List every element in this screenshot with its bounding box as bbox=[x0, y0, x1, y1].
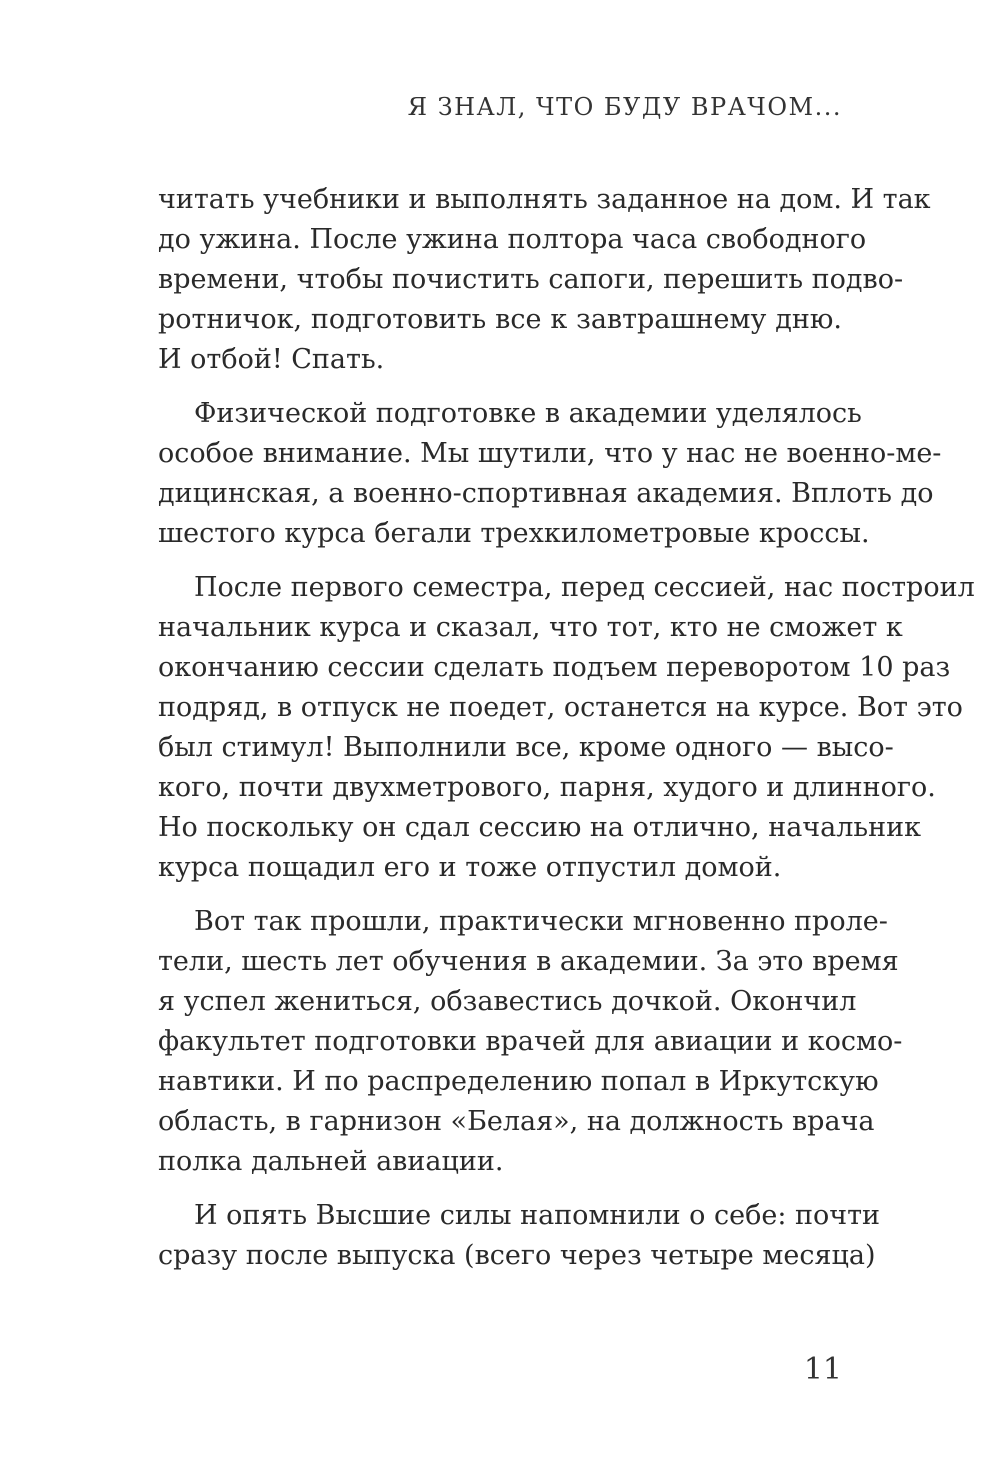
text-line: Но поскольку он сдал сессию на отлично, начальник bbox=[158, 812, 921, 843]
paragraph bbox=[158, 902, 903, 1182]
text-line: сразу после выпуска (всего через четыре месяца) bbox=[158, 1240, 876, 1271]
text-line: После первого семестра, перед сессией, нас построил bbox=[194, 572, 975, 603]
text-line: область, в гарнизон «Белая», на должность врача bbox=[158, 1106, 875, 1137]
page-body-text bbox=[158, 180, 975, 1290]
text-line: кого, почти двухметрового, парня, худого и длинного. bbox=[158, 772, 936, 803]
text-line: начальник курса и сказал, что тот, кто не сможет к bbox=[158, 612, 903, 643]
text-line: И отбой! Спать. bbox=[158, 344, 385, 375]
text-line: факультет подготовки врачей для авиации и космо- bbox=[158, 1026, 903, 1057]
text-line: шестого курса бегали трехкилометровые кроссы. bbox=[158, 518, 870, 549]
text-line: я успел жениться, обзавестись дочкой. Окончил bbox=[158, 986, 857, 1017]
paragraph bbox=[158, 568, 975, 888]
text-line: времени, чтобы почистить сапоги, перешить подво- bbox=[158, 264, 904, 295]
text-line: особое внимание. Мы шутили, что у нас не военно-ме- bbox=[158, 438, 942, 469]
page-number: 11 bbox=[803, 1352, 842, 1387]
text-line: И опять Высшие силы напомнили о себе: почти bbox=[194, 1200, 881, 1231]
paragraph bbox=[158, 1196, 881, 1276]
paragraph bbox=[158, 180, 931, 380]
text-line: ротничок, подготовить все к завтрашнему дню. bbox=[158, 304, 842, 335]
text-line: до ужина. После ужина полтора часа свободного bbox=[158, 224, 867, 255]
text-line: был стимул! Выполнили все, кроме одного — высо- bbox=[158, 732, 894, 763]
text-line: тели, шесть лет обучения в академии. За это время bbox=[158, 946, 899, 977]
text-line: навтики. И по распределению попал в Иркутскую bbox=[158, 1066, 879, 1097]
paragraph bbox=[158, 394, 942, 554]
text-line: дицинская, а военно-спортивная академия. Вплоть до bbox=[158, 478, 934, 509]
text-line: полка дальней авиации. bbox=[158, 1146, 504, 1177]
text-line: Физической подготовке в академии уделялось bbox=[194, 398, 862, 429]
text-line: Вот так прошли, практически мгновенно проле- bbox=[194, 906, 888, 937]
running-head: Я ЗНАЛ, ЧТО БУДУ ВРАЧОМ... bbox=[407, 93, 842, 121]
text-line: подряд, в отпуск не поедет, останется на курсе. Вот это bbox=[158, 692, 963, 723]
text-line: окончанию сессии сделать подъем переворотом 10 раз bbox=[158, 652, 951, 683]
text-line: читать учебники и выполнять заданное на дом. И так bbox=[158, 184, 931, 215]
text-line: курса пощадил его и тоже отпустил домой. bbox=[158, 852, 782, 883]
